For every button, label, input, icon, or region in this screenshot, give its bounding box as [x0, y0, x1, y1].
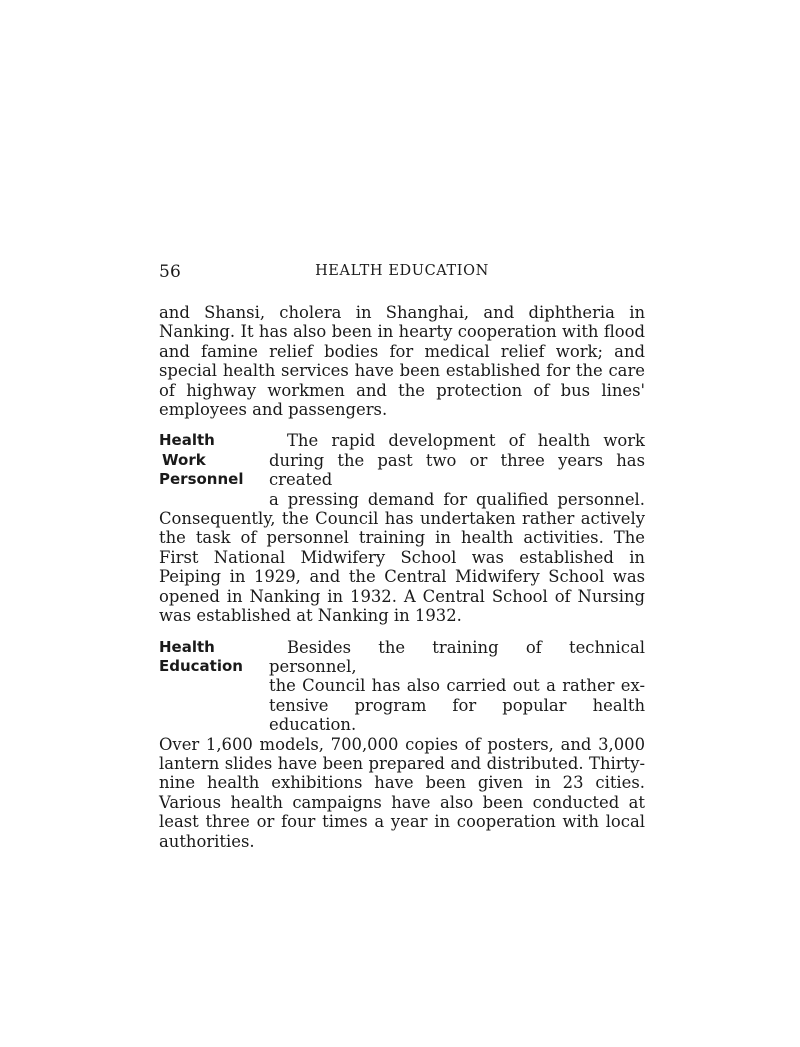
running-title: HEALTH EDUCATION [315, 263, 489, 279]
section-health-education [159, 638, 645, 851]
book-page [159, 262, 645, 851]
indented-line: tensive program for popular health education. [269, 695, 645, 735]
side-heading-line: Health [159, 637, 215, 656]
side-heading-personnel [159, 431, 265, 489]
side-heading-line: Education [159, 656, 243, 675]
page-number: 56 [159, 262, 182, 282]
side-heading-line: Health [159, 431, 215, 450]
paragraph-continuation: and Shansi, cholera in Shanghai, and diphtheria in Nanking. It has also been in hearty cooperation with flood and famine relief bodies for medical relief work; and special health services have been established for the care of highway workmen and the protection of bus lines' employees and passengers. [159, 303, 645, 420]
section-health-work-personnel [159, 431, 645, 625]
side-heading-education [159, 638, 265, 677]
paragraph-body: Consequently, the Council has undertaken rather actively the task of personnel training in health activities. The First National Midwifery School was established in Peiping in 1929, and the Central Midwifery School was opened in Nanking in 1932. A Central School of Nursing was established at Nanking in 1932. [159, 509, 645, 626]
side-heading-line: Personnel [159, 470, 244, 489]
indented-line: the Council has also carried out a rather ex- [269, 676, 645, 696]
indented-line: Besides the training of technical personnel, [269, 637, 645, 676]
running-head [159, 262, 645, 284]
indented-line: during the past two or three years has created [269, 450, 645, 490]
paragraph-body: Over 1,600 models, 700,000 copies of posters, and 3,000 lantern slides have been prepared and distributed. Thirty-nine health exhibitions have been given in 23 cities. Various health campaigns have also been conducted at least three or four times a year in cooperation with local authorities. [159, 734, 645, 851]
side-heading-line: Work [162, 450, 206, 469]
indented-line: The rapid development of health work [287, 431, 645, 451]
indented-line: a pressing demand for qualified personnel. [269, 489, 645, 509]
